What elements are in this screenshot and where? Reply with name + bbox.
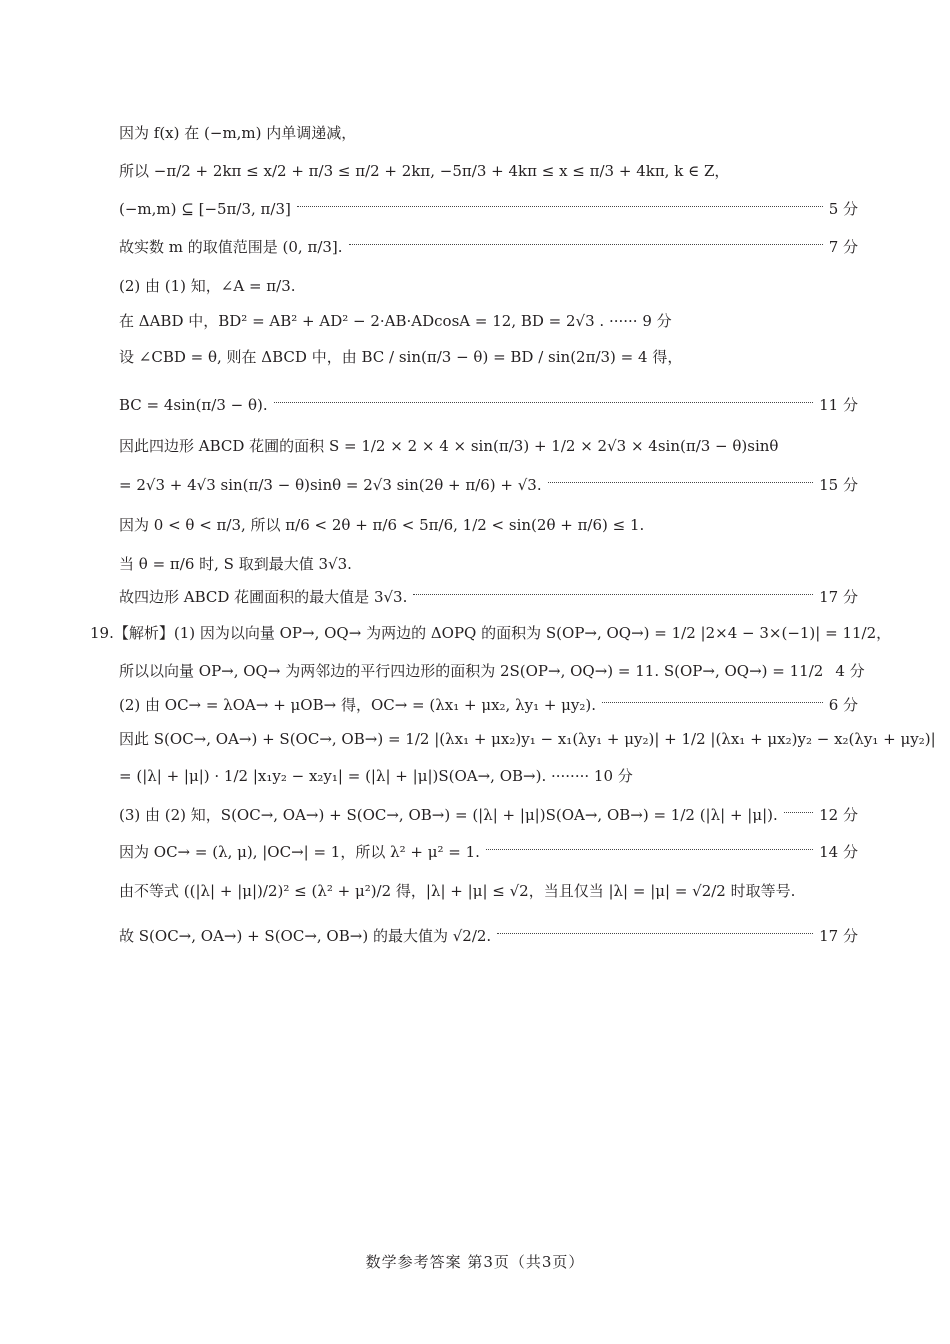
solution-line: = (|λ| + |μ|) · 1/2 |x₁y₂ − x₂y₁| = (|λ| + |μ|)S(OA→, OB→). ········ 10 分 [119,767,633,785]
solution-line: 所以 −π/2 + 2kπ ≤ x/2 + π/3 ≤ π/2 + 2kπ, −5π/3 + 4kπ ≤ x ≤ π/3 + 4kπ, k ∈ Z， [119,162,730,180]
solution-line: 在 ΔABD 中，BD² = AB² + AD² − 2·AB·ADcosA = 12, BD = 2√3 . ······ 9 分 [119,312,672,330]
solution-line: 由不等式 ((|λ| + |μ|)/2)² ≤ (λ² + μ²)/2 得，|λ| + |μ| ≤ √2，当且仅当 |λ| = |μ| = √2/2 时取等号. [119,882,796,900]
solution-line: 故四边形 ABCD 花圃面积的最大值是 3√3. 17 分 [119,588,858,606]
score-mark: 15 分 [819,476,858,494]
solution-line: 因此四边形 ABCD 花圃的面积 S = 1/2 × 2 × 4 × sin(π/3) + 1/2 × 2√3 × 4sin(π/3 − θ)sinθ [119,437,779,455]
solution-line: (2) 由 (1) 知，∠A = π/3. [119,277,296,295]
solution-line: 故实数 m 的取值范围是 (0, π/3]. 7 分 [119,238,858,256]
solution-line: 当 θ = π/6 时, S 取到最大值 3√3. [119,555,352,573]
score-mark: 4 分 [835,662,865,680]
solution-line: = 2√3 + 4√3 sin(π/3 − θ)sinθ = 2√3 sin(2θ + π/6) + √3. 15 分 [119,475,858,494]
solution-line: 因为 OC→ = (λ, μ), |OC→| = 1，所以 λ² + μ² = 1. 14 分 [119,843,858,861]
page-footer: 数学参考答案 第3页（共3页） [365,1253,585,1271]
solution-line: 故 S(OC→, OA→) + S(OC→, OB→) 的最大值为 √2/2. 17 分 [119,927,858,945]
solution-line: (−m,m) ⊆ [−5π/3, π/3] 5 分 [119,199,858,218]
solution-line: (2) 由 OC→ = λOA→ + μOB→ 得，OC→ = (λx₁ + μx₂, λy₁ + μy₂). 6 分 [119,696,858,714]
solution-line: 因为 0 < θ < π/3, 所以 π/6 < 2θ + π/6 < 5π/6, 1/2 < sin(2θ + π/6) ≤ 1. [119,516,645,534]
question-19-heading: 19.【解析】(1) 因为以向量 OP→, OQ→ 为两边的 ΔOPQ 的面积为 S(OP→, OQ→) = 1/2 |2×4 − 3×(−1)| = 11/2， [90,624,892,642]
score-mark: 14 分 [819,843,858,861]
solution-line: (3) 由 (2) 知，S(OC→, OA→) + S(OC→, OB→) = (|λ| + |μ|)S(OA→, OB→) = 1/2 (|λ| + |μ|). 12 分 [119,806,858,824]
solution-line: 所以以向量 OP→, OQ→ 为两邻边的平行四边形的面积为 2S(OP→, OQ→) = 11. S(OP→, OQ→) = 11/2 4 分 [119,662,865,680]
score-mark: 17 分 [819,927,858,945]
solution-line: 设 ∠CBD = θ, 则在 ΔBCD 中，由 BC / sin(π/3 − θ) = BD / sin(2π/3) = 4 得， [119,348,683,366]
score-mark: 12 分 [819,806,858,824]
solution-line: 因为 f(x) 在 (−m,m) 内单调递减， [119,124,357,142]
solution-line: 因此 S(OC→, OA→) + S(OC→, OB→) = 1/2 |(λx₁ + μx₂)y₁ − x₁(λy₁ + μy₂)| + 1/2 |(λx₁ + μx₂)y₂ − x₂(λy₁ + μy₂)| [119,730,936,748]
score-mark: 11 分 [819,396,858,414]
score-mark: 17 分 [819,588,858,606]
score-mark: 7 分 [828,238,858,256]
score-mark: 5 分 [828,200,858,218]
score-mark: 6 分 [828,696,858,714]
solution-line: BC = 4sin(π/3 − θ). 11 分 [119,395,858,414]
